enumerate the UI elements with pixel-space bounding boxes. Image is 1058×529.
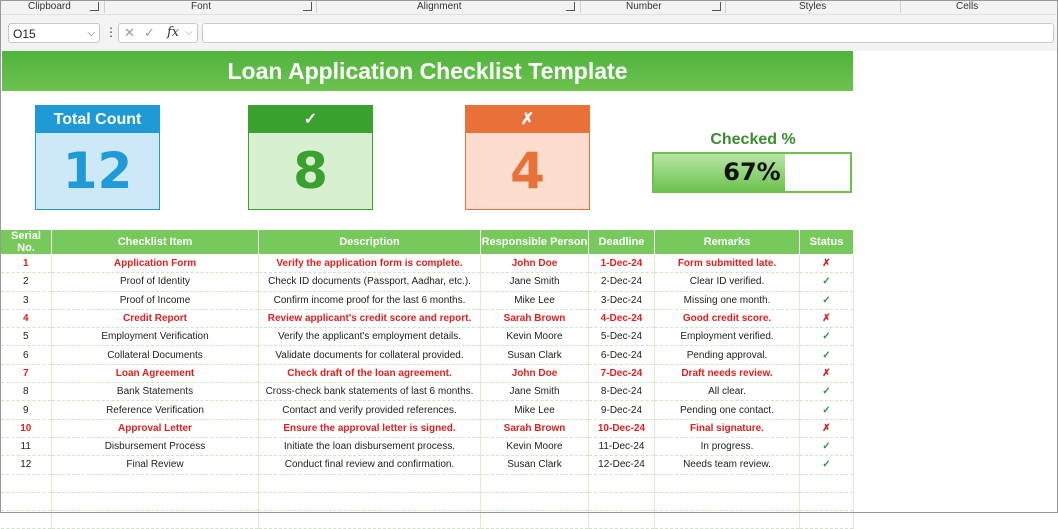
cell-remarks[interactable]: Clear ID verified. [655,273,800,291]
checked-percent-value: 67% [723,158,781,186]
worksheet[interactable] [0,51,1058,513]
cell-item[interactable]: Collateral Documents [52,346,259,364]
cell-item[interactable]: Final Review [52,456,259,474]
ribbon-group-bar [0,0,1058,15]
cell-status[interactable]: ✓ [800,273,854,291]
empty-cell[interactable] [800,492,854,510]
checked-percent-bar [652,152,852,193]
cell-item[interactable]: Loan Agreement [52,364,259,382]
cell-item[interactable]: Bank Statements [52,383,259,401]
header-remarks[interactable]: Remarks [655,230,800,255]
cell-item[interactable]: Employment Verification [52,328,259,346]
cell-description[interactable]: Review applicant's credit score and report. [259,309,481,327]
cell-deadline[interactable]: 8-Dec-24 [589,383,655,401]
empty-cell[interactable] [52,492,259,510]
cell-person[interactable]: Susan Clark [481,346,589,364]
empty-row [1,492,854,510]
empty-cell[interactable] [655,474,800,492]
cell-remarks[interactable]: Form submitted late. [655,255,800,273]
cell-remarks[interactable]: Good credit score. [655,309,800,327]
empty-cell[interactable] [1,492,52,510]
table-row [1,273,854,291]
cell-serial[interactable]: 2 [1,273,52,291]
cell-person[interactable]: Mike Lee [481,401,589,419]
empty-cell[interactable] [655,492,800,510]
cell-deadline[interactable]: 4-Dec-24 [589,309,655,327]
cell-person[interactable]: Mike Lee [481,291,589,309]
cell-status[interactable]: ✓ [800,401,854,419]
ribbon-divider [580,1,581,13]
empty-cell[interactable] [1,511,52,529]
cell-remarks[interactable]: Pending approval. [655,346,800,364]
cell-status[interactable]: ✗ [800,255,854,273]
cell-status[interactable]: ✗ [800,419,854,437]
clipboard-launcher-icon[interactable] [90,2,99,11]
cell-deadline[interactable]: 7-Dec-24 [589,364,655,382]
cell-deadline[interactable]: 3-Dec-24 [589,291,655,309]
formula-controls [118,23,198,43]
cell-description[interactable]: Contact and verify provided references. [259,401,481,419]
table-row [1,364,854,382]
cell-description[interactable]: Initiate the loan disbursement process. [259,437,481,455]
empty-row [1,474,854,492]
table-row [1,437,854,455]
cell-remarks[interactable]: Employment verified. [655,328,800,346]
cell-deadline[interactable]: 1-Dec-24 [589,255,655,273]
cell-deadline[interactable]: 6-Dec-24 [589,346,655,364]
cell-description[interactable]: Verify the applicant's employment details. [259,328,481,346]
cross-icon: ✗ [466,106,589,133]
table-row [1,419,854,437]
cell-serial[interactable]: 6 [1,346,52,364]
cell-deadline[interactable]: 11-Dec-24 [589,437,655,455]
name-box-value: O15 [13,27,36,41]
cell-status[interactable]: ✓ [800,456,854,474]
cell-status[interactable]: ✓ [800,328,854,346]
number-launcher-icon[interactable] [712,2,721,11]
cell-serial[interactable]: 9 [1,401,52,419]
cell-status[interactable]: ✓ [800,437,854,455]
empty-cell[interactable] [481,474,589,492]
table-row [1,255,854,273]
cell-remarks[interactable]: All clear. [655,383,800,401]
table-row [1,383,854,401]
checked-count-card [248,105,373,210]
cancel-icon[interactable]: ✕ [124,25,135,40]
cell-deadline[interactable]: 5-Dec-24 [589,328,655,346]
checklist-table [0,229,854,529]
table-row [1,401,854,419]
cell-deadline[interactable]: 2-Dec-24 [589,273,655,291]
empty-cell[interactable] [800,511,854,529]
cell-person[interactable]: Jane Smith [481,383,589,401]
ribbon-group-cells: Cells [956,1,979,12]
ribbon-divider [725,1,726,13]
cell-remarks[interactable]: Needs team review. [655,456,800,474]
empty-cell[interactable] [259,474,481,492]
cell-serial[interactable]: 3 [1,291,52,309]
ribbon-group-clipboard: Clipboard [28,1,71,12]
checked-count-value: 8 [293,142,328,200]
cell-person[interactable]: Sarah Brown [481,419,589,437]
table-row [1,291,854,309]
table-row [1,309,854,327]
total-count-value: 12 [62,142,133,200]
ribbon-divider [104,1,105,13]
cell-item[interactable]: Disbursement Process [52,437,259,455]
more-options-icon[interactable]: ⋮ [105,25,117,39]
cell-remarks[interactable]: Missing one month. [655,291,800,309]
header-serial[interactable]: Serial No. [1,230,52,255]
cell-description[interactable]: Ensure the approval letter is signed. [259,419,481,437]
ribbon-divider [900,1,901,13]
cell-serial[interactable]: 11 [1,437,52,455]
cell-status[interactable]: ✓ [800,383,854,401]
formula-input[interactable] [202,23,1054,43]
chevron-down-icon[interactable]: ⌵ [87,28,95,39]
cell-status[interactable]: ✓ [800,291,854,309]
checked-percent-label: Checked % [710,131,796,148]
ribbon-group-styles: Styles [799,1,827,12]
cell-deadline[interactable]: 9-Dec-24 [589,401,655,419]
table-row [1,328,854,346]
cell-serial[interactable]: 1 [1,255,52,273]
empty-cell[interactable] [259,492,481,510]
empty-cell[interactable] [259,511,481,529]
formula-bar [0,15,1058,51]
total-count-label: Total Count [36,106,159,133]
table-row [1,456,854,474]
cell-item[interactable]: Reference Verification [52,401,259,419]
empty-cell[interactable] [52,474,259,492]
cell-description[interactable]: Check draft of the loan agreement. [259,364,481,382]
enter-icon[interactable]: ✓ [144,25,155,40]
header-responsible-person[interactable]: Responsible Person [481,230,589,255]
empty-cell[interactable] [52,511,259,529]
unchecked-count-card [465,105,590,210]
cell-person[interactable]: Jane Smith [481,273,589,291]
cell-person[interactable]: John Doe [481,364,589,382]
empty-row [1,511,854,529]
empty-cell[interactable] [589,474,655,492]
table-row [1,346,854,364]
empty-cell[interactable] [589,511,655,529]
ribbon-group-number: Number [626,1,662,12]
cell-remarks[interactable]: Draft needs review. [655,364,800,382]
empty-cell[interactable] [655,511,800,529]
header-description[interactable]: Description [259,230,481,255]
alignment-launcher-icon[interactable] [566,2,575,11]
empty-cell[interactable] [481,511,589,529]
cell-person[interactable]: John Doe [481,255,589,273]
insert-function-icon[interactable]: fx [167,25,180,40]
cell-status[interactable]: ✓ [800,346,854,364]
empty-cell[interactable] [481,492,589,510]
table-header-row [1,230,854,255]
header-deadline[interactable]: Deadline [589,230,655,255]
cell-deadline[interactable]: 12-Dec-24 [589,456,655,474]
cell-serial[interactable]: 12 [1,456,52,474]
cell-serial[interactable]: 4 [1,309,52,327]
cell-description[interactable]: Validate documents for collateral provided. [259,346,481,364]
cell-remarks[interactable]: Final signature. [655,419,800,437]
cell-item[interactable]: Approval Letter [52,419,259,437]
empty-cell[interactable] [800,474,854,492]
header-status[interactable]: Status [800,230,854,255]
cell-item[interactable]: Proof of Identity [52,273,259,291]
cell-person[interactable]: Kevin Moore [481,328,589,346]
cell-serial[interactable]: 10 [1,419,52,437]
name-box[interactable] [8,23,100,43]
cell-status[interactable]: ✗ [800,364,854,382]
header-checklist-item[interactable]: Checklist Item [52,230,259,255]
font-launcher-icon[interactable] [303,2,312,11]
empty-cell[interactable] [1,474,52,492]
cell-description[interactable]: Confirm income proof for the last 6 months. [259,291,481,309]
cell-person[interactable]: Kevin Moore [481,437,589,455]
cell-serial[interactable]: 8 [1,383,52,401]
cell-item[interactable]: Application Form [52,255,259,273]
cell-serial[interactable]: 5 [1,328,52,346]
cell-remarks[interactable]: In progress. [655,437,800,455]
cell-status[interactable]: ✗ [800,309,854,327]
cell-item[interactable]: Credit Report [52,309,259,327]
ribbon-divider [316,1,317,13]
ribbon-group-alignment: Alignment [417,1,462,12]
total-count-card [35,105,160,210]
cell-serial[interactable]: 7 [1,364,52,382]
cell-description[interactable]: Verify the application form is complete. [259,255,481,273]
ribbon-group-font: Font [191,1,212,12]
checkmark-icon: ✓ [249,106,372,133]
cell-deadline[interactable]: 10-Dec-24 [589,419,655,437]
cell-description[interactable]: Cross-check bank statements of last 6 months. [259,383,481,401]
unchecked-count-value: 4 [510,142,545,200]
empty-cell[interactable] [589,492,655,510]
cell-person[interactable]: Sarah Brown [481,309,589,327]
cell-person[interactable]: Susan Clark [481,456,589,474]
fx-chevron-icon[interactable]: ⌵ [185,27,193,38]
cell-description[interactable]: Conduct final review and confirmation. [259,456,481,474]
cell-description[interactable]: Check ID documents (Passport, Aadhar, etc.). [259,273,481,291]
cell-remarks[interactable]: Pending one contact. [655,401,800,419]
cell-item[interactable]: Proof of Income [52,291,259,309]
sheet-title: Loan Application Checklist Template [2,51,853,91]
